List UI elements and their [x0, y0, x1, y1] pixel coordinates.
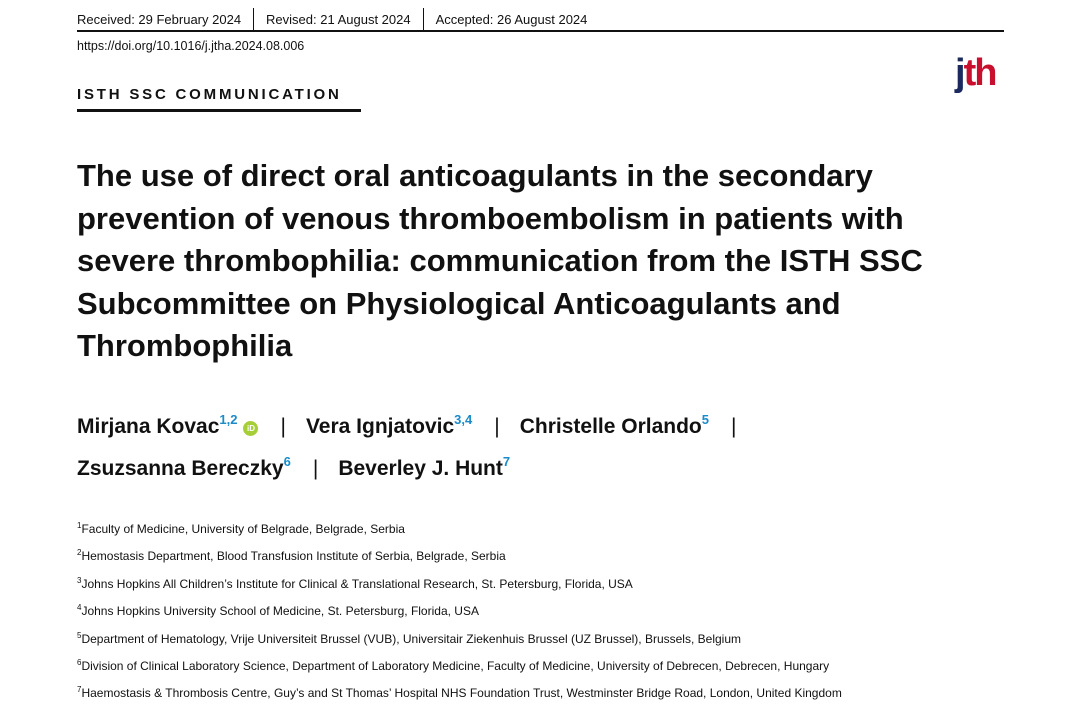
author[interactable]: [519, 412, 709, 438]
doi-link[interactable]: https://doi.org/10.1016/j.jtha.2024.08.006: [77, 39, 305, 53]
affiliation-text: Hemostasis Department, Blood Transfusion Institute of Serbia, Belgrade, Serbia: [81, 549, 506, 564]
affiliation-number: 3: [77, 575, 82, 585]
affiliation-item: [77, 624, 1027, 651]
affiliation-text: Johns Hopkins University School of Medicine, St. Petersburg, Florida, USA: [81, 604, 479, 619]
logo-j: j: [955, 52, 964, 94]
author-name: Zsuzsanna Bereczky: [77, 457, 284, 480]
affiliation-number: 5: [77, 630, 82, 640]
author[interactable]: [77, 454, 291, 480]
author-affiliation-ref[interactable]: 6: [283, 454, 291, 469]
author-separator: |: [731, 415, 737, 438]
section-label: ISTH SSC COMMUNICATION: [77, 86, 342, 103]
received-date: Received: 29 February 2024: [77, 11, 242, 27]
affiliation-text: Haemostasis & Thrombosis Centre, Guy’s and St Thomas’ Hospital NHS Foundation Trust, Westminster Bridge Road, London, United Kingdom: [81, 686, 842, 701]
author[interactable]: [77, 412, 258, 438]
affiliation-text: Division of Clinical Laboratory Science, Department of Laboratory Medicine, Faculty of Medicine, University of Debrecen, Debrecen, Hungary: [81, 659, 830, 674]
section-underline: [77, 109, 361, 112]
orcid-icon[interactable]: iD: [243, 421, 258, 436]
author-name: Beverley J. Hunt: [338, 457, 503, 480]
affiliation-text: Department of Hematology, Vrije Universiteit Brussel (VUB), Universitair Ziekenhuis Brussel (UZ Brussel), Brussels, Belgium: [81, 631, 741, 646]
affiliation-number: 7: [77, 685, 82, 695]
affiliation-list: [77, 514, 1027, 706]
author-affiliation-ref[interactable]: 5: [701, 412, 709, 427]
author-affiliation-ref[interactable]: 1,2: [219, 412, 238, 427]
author-affiliation-ref[interactable]: 3,4: [454, 412, 473, 427]
affiliation-text: Faculty of Medicine, University of Belgrade, Belgrade, Serbia: [81, 522, 405, 536]
affiliation-number: 1: [77, 521, 82, 530]
author[interactable]: [305, 412, 473, 438]
affiliation-number: 6: [77, 658, 82, 668]
author-separator: |: [312, 457, 319, 480]
affiliation-item: [77, 596, 1027, 623]
affiliation-text: Johns Hopkins All Children’s Institute for Clinical & Translational Research, St. Petersburg, Florida, USA: [81, 576, 633, 591]
header-rule: [77, 30, 1004, 32]
date-separator: [423, 8, 424, 30]
affiliation-number: 2: [77, 548, 82, 558]
revised-date: Revised: 21 August 2024: [266, 11, 411, 27]
author-list: [77, 402, 977, 486]
author-separator: |: [280, 415, 286, 438]
date-separator: [253, 8, 254, 30]
author[interactable]: [338, 454, 511, 480]
article-title: The use of direct oral anticoagulants in the secondary prevention of venous thromboembolism in patients with severe thrombophilia: communication from the ISTH SSC Subcommittee on Physiological Anticoagulants and Thrombophilia: [77, 158, 923, 363]
accepted-date: Accepted: 26 August 2024: [435, 11, 588, 27]
author-line: [77, 444, 977, 486]
affiliation-item: [77, 541, 1027, 568]
author-separator: |: [494, 415, 500, 438]
affiliation-number: 4: [77, 603, 82, 613]
author-line: [77, 402, 977, 444]
affiliation-item: [77, 514, 1027, 541]
affiliation-item: [77, 678, 1027, 705]
affiliation-item: [77, 651, 1027, 678]
article-dates: [77, 8, 587, 30]
author-affiliation-ref[interactable]: 7: [502, 454, 511, 469]
author-name: Mirjana Kovac: [77, 415, 220, 438]
journal-logo: [955, 54, 995, 92]
author-name: Christelle Orlando: [519, 415, 702, 438]
logo-th: th: [963, 52, 996, 94]
affiliation-item: [77, 569, 1027, 596]
author-name: Vera Ignjatovic: [305, 415, 455, 438]
